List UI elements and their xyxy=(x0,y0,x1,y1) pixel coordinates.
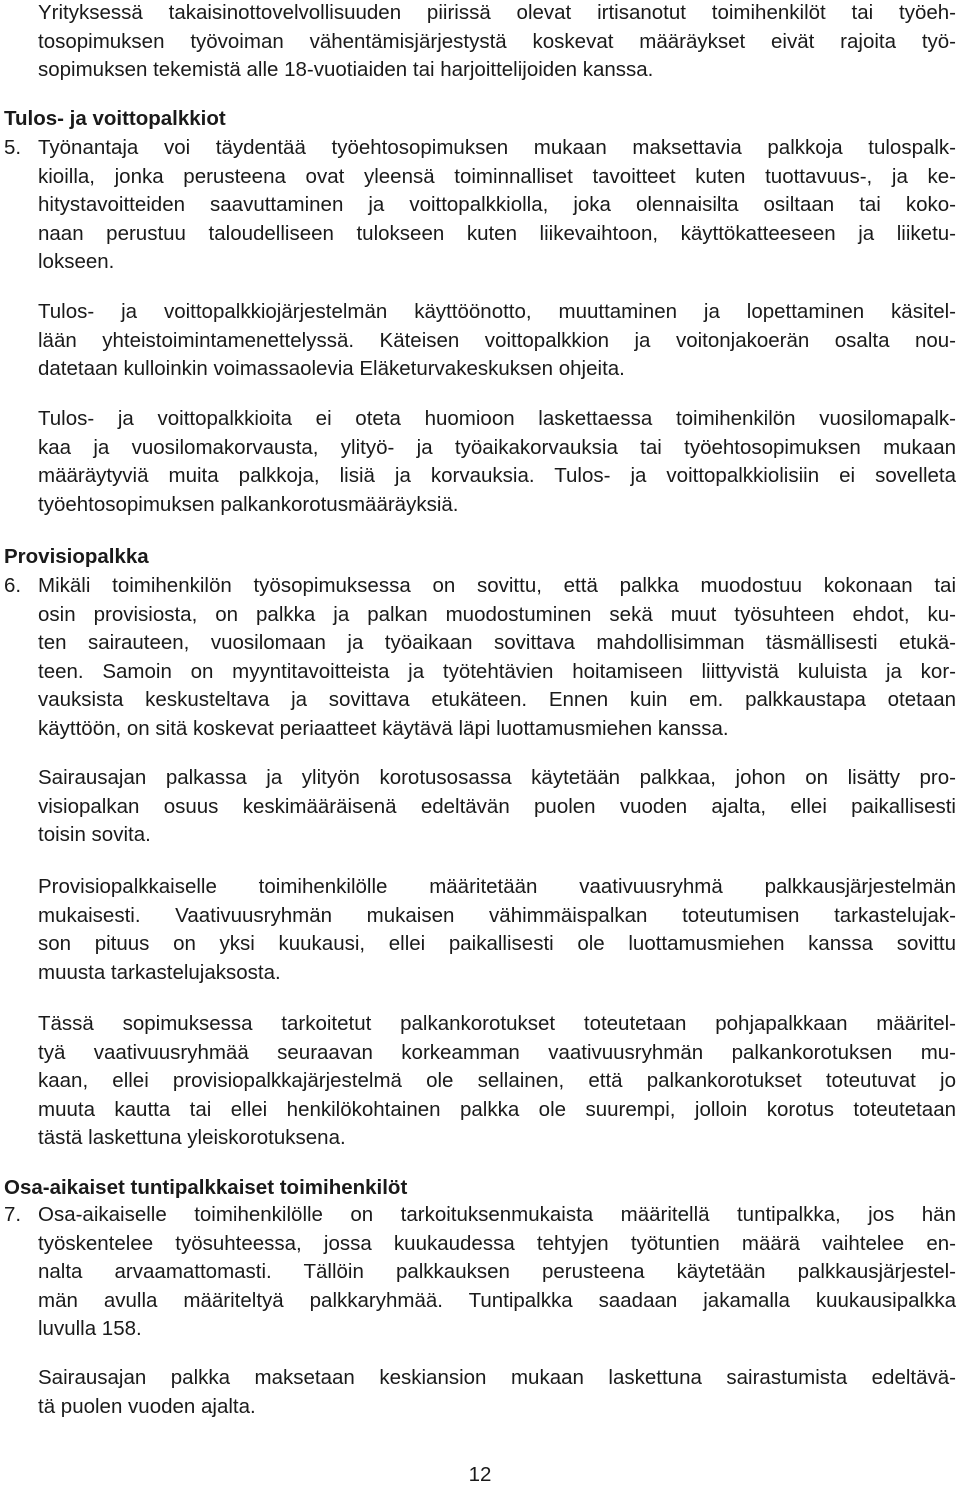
text-line: tosopimuksen työvoiman vähentämisjärjestystä koskevat määräykset eivät rajoita työ- xyxy=(38,29,956,53)
text-line: hitystavoitteiden saavuttaminen ja voittopalkkiolla, joka olennaisilta osiltaan tai koko- xyxy=(38,193,956,217)
paragraph xyxy=(38,134,956,277)
text-line: Yrityksessä takaisinottovelvollisuuden piirissä olevat irtisanotut toimihenkilöt tai työeh- xyxy=(38,1,956,24)
text-line: kioilla, jonka perusteena ovat yleensä toiminnalliset tavoitteet kuten tuottavuus-, ja ke- xyxy=(38,164,956,188)
text-line: Osa-aikaiselle toimihenkilölle on tarkoituksenmukaista määritellä tuntipalkka, jos hän xyxy=(38,1203,956,1226)
text-line: tyä vaativuusryhmää seuraavan korkeamman vaativuusryhmän palkankorotuksen mu- xyxy=(38,1040,956,1064)
text-line: kaan, ellei provisiopalkkajärjestelmä ole sellainen, että palkankorotukset toteutuvat jo xyxy=(38,1069,956,1093)
text-line: Provisiopalkkaiselle toimihenkilölle määritetään vaativuusryhmä palkkausjärjestelmän xyxy=(38,875,956,898)
text-line: nalta arvaamattomasti. Tällöin palkkauksen perusteena käytetään palkkausjärjestel- xyxy=(38,1260,956,1284)
text-line: tästä laskettuna yleiskorotuksena. xyxy=(38,1126,346,1150)
text-line: toisin sovita. xyxy=(38,823,151,847)
text-line: Mikäli toimihenkilön työsopimuksessa on sovittu, että palkka muodostuu kokonaan tai xyxy=(38,574,956,597)
paragraph xyxy=(38,873,956,987)
text-line: Työnantaja voi täydentää työehtosopimuksen mukaan maksettavia palkkoja tulospalk- xyxy=(38,136,956,159)
text-line: lokseen. xyxy=(38,250,115,274)
text-line: son pituus on yksi kuukausi, ellei paikallisesti ole luottamusmiehen kanssa sovittu xyxy=(38,932,956,956)
paragraph xyxy=(38,1201,956,1344)
paragraph xyxy=(38,1364,956,1421)
text-line: muusta tarkastelujaksosta. xyxy=(38,960,281,984)
text-line: työehtosopimuksen palkankorotusmääräyksiä. xyxy=(38,492,459,516)
text-line: työskentelee työsuhteessa, jossa kuukaudessa tehtyjen työtuntien määrä vaihtelee en- xyxy=(38,1231,956,1255)
section-number: 5. xyxy=(4,136,22,159)
text-line: muuta kautta tai ellei henkilökohtainen palkka ole suurempi, jolloin korotus toteutetaan xyxy=(38,1097,956,1121)
section-number: 7. xyxy=(4,1203,22,1226)
text-line: osin provisiosta, on palkka ja palkan muodostuminen sekä muut työsuhteen ehdot, ku- xyxy=(38,602,956,626)
text-line: visiopalkan osuus keskimääräisenä edeltävän puolen vuoden ajalta, ellei paikallisesti xyxy=(38,794,956,818)
text-line: vauksista keskusteltava ja sovittava etukäteen. Ennen kuin em. palkkaustapa otetaan xyxy=(38,688,956,712)
text-line: kaa ja vuosilomakorvausta, ylityö- ja työaikakorvauksia tai työehtosopimuksen mukaan xyxy=(38,435,956,459)
text-line: lään yhteistoimintamenettelyssä. Käteisen voittopalkkion ja voitonjakoerän osalta nou- xyxy=(38,328,956,352)
paragraph xyxy=(38,764,956,850)
paragraph xyxy=(38,298,956,384)
text-line: luvulla 158. xyxy=(38,1317,142,1341)
text-line: määräytyviä muita palkkoja, lisiä ja korvauksia. Tulos- ja voittopalkkiolisiin ei sovelleta xyxy=(38,464,956,488)
text-line: käyttöön, on sitä koskevat periaatteet käytävä läpi luottamusmiehen kanssa. xyxy=(38,716,729,740)
text-line: Tässä sopimuksessa tarkoitetut palkankorotukset toteutetaan pohjapalkkaan määritel- xyxy=(38,1012,956,1035)
paragraph xyxy=(38,572,956,744)
text-line: ten sairauteen, vuosilomaan ja työaikaan sovittava mahdollisimman täsmällisesti etukä- xyxy=(38,631,956,655)
text-line: naan perustuu taloudelliseen tulokseen kuten liikevaihtoon, käyttökatteeseen ja liiketu- xyxy=(38,221,956,245)
text-line: datetaan kulloinkin voimassaolevia Eläketurvakeskuksen ohjeita. xyxy=(38,357,625,381)
section-heading-tulos: Tulos- ja voittopalkkiot xyxy=(4,107,226,130)
text-line: teen. Samoin on myyntitavoitteista ja työtehtävien hoitamiseen liittyvistä kuluista ja kor- xyxy=(38,659,956,683)
paragraph xyxy=(38,1010,956,1153)
intro-paragraph xyxy=(38,0,956,85)
section-number: 6. xyxy=(4,574,22,597)
section-heading-provisiopalkka: Provisiopalkka xyxy=(4,545,149,568)
text-line: Sairausajan palkassa ja ylityön korotusosassa käytetään palkkaa, johon on lisätty pro- xyxy=(38,766,956,789)
page-number: 12 xyxy=(468,1463,492,1486)
text-line: tä puolen vuoden ajalta. xyxy=(38,1394,256,1418)
text-line: sopimuksen tekemistä alle 18-vuotiaiden tai harjoittelijoiden kanssa. xyxy=(38,58,654,82)
text-line: män avulla määriteltyä palkkaryhmää. Tuntipalkka saadaan jakamalla kuukausipalkka xyxy=(38,1288,956,1312)
text-line: Tulos- ja voittopalkkioita ei oteta huomioon laskettaessa toimihenkilön vuosilomapalk- xyxy=(38,407,956,430)
paragraph xyxy=(38,405,956,519)
text-line: mukaisesti. Vaativuusryhmän mukaisen vähimmäispalkan toteutumisen tarkastelujak- xyxy=(38,903,956,927)
text-line: Tulos- ja voittopalkkiojärjestelmän käyttöönotto, muuttaminen ja lopettaminen käsitel- xyxy=(38,300,956,323)
text-line: Sairausajan palkka maksetaan keskiansion mukaan laskettuna sairastumista edeltävä- xyxy=(38,1366,956,1389)
section-heading-osa-aikaiset: Osa-aikaiset tuntipalkkaiset toimihenkilöt xyxy=(4,1176,408,1199)
